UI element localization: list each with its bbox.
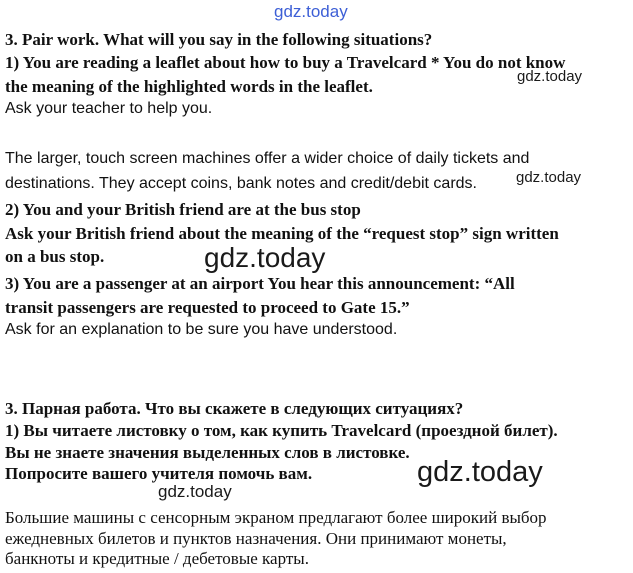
russian-heading: 3. Парная работа. Что вы скажете в следующих ситуациях? bbox=[5, 399, 464, 418]
english-task2-line3: on a bus stop. bbox=[5, 247, 105, 266]
english-heading: 3. Pair work. What will you say in the following situations? bbox=[5, 30, 433, 49]
russian-leaflet-line3: банкноты и кредитные / дебетовые карты. bbox=[5, 549, 309, 568]
watermark-bottom-small: gdz.today bbox=[158, 482, 232, 501]
english-leaflet-line1: The larger, touch screen machines offer a wider choice of daily tickets and bbox=[5, 150, 530, 167]
russian-task1-line2: Вы не знаете значения выделенных слов в листовке. bbox=[5, 443, 410, 462]
english-task2-line2: Ask your British friend about the meaning of the “request stop” sign written bbox=[5, 224, 559, 243]
english-leaflet-line2: destinations. They accept coins, bank notes and credit/debit cards. bbox=[5, 175, 477, 192]
watermark-mid-large: gdz.today bbox=[204, 242, 326, 273]
english-task2-line1: 2) You and your British friend are at the bus stop bbox=[5, 200, 361, 219]
english-task3-line1: 3) You are a passenger at an airport You hear this announcement: “All bbox=[5, 274, 515, 293]
english-task1-instruction: Ask your teacher to help you. bbox=[5, 100, 213, 117]
english-task1-line2: the meaning of the highlighted words in the leaflet. bbox=[5, 77, 373, 96]
english-task1-line1: 1) You are reading a leaflet about how to buy a Travelcard * You do not know bbox=[5, 53, 566, 72]
watermark-right-2: gdz.today bbox=[516, 169, 582, 186]
russian-task1-line3: Попросите вашего учителя помочь вам. bbox=[5, 464, 313, 483]
watermark-right-1: gdz.today bbox=[517, 68, 583, 85]
english-task3-line2: transit passengers are requested to proceed to Gate 15.” bbox=[5, 298, 410, 317]
watermark-right-large: gdz.today bbox=[417, 456, 543, 488]
russian-leaflet-line1: Большие машины с сенсорным экраном предлагают более широкий выбор bbox=[5, 508, 547, 527]
russian-task1-line1: 1) Вы читаете листовку о том, как купить Travelcard (проездной билет). bbox=[5, 421, 558, 440]
russian-leaflet-line2: ежедневных билетов и пунктов назначения. Они принимают монеты, bbox=[5, 529, 507, 548]
watermark-top: gdz.today bbox=[274, 2, 348, 21]
english-task3-instruction: Ask for an explanation to be sure you have understood. bbox=[5, 321, 398, 338]
